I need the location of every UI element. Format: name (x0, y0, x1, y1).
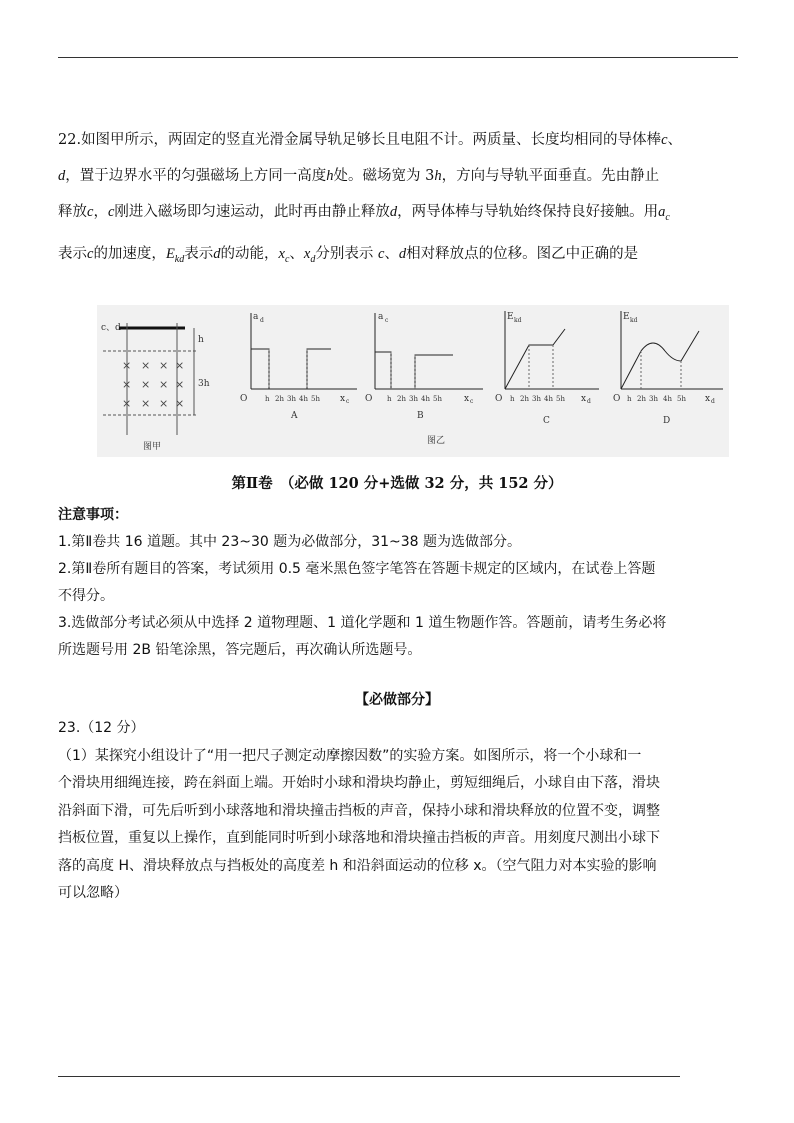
svg-text:A: A (291, 411, 298, 421)
section-title: 第Ⅱ卷 （必做 120 分+选做 32 分，共 152 分） (231, 475, 563, 492)
question-22: 22.如图甲所示，两固定的竖直光滑金属导轨足够长且电阻不计。两质量、长度均相同的导体棒c、 d，置于边界水平的匀强磁场上方同一高度h处。磁场宽为 3h，方向与导轨平面垂直。先由静止 释放c，c刚进入磁场即匀速运动，此时再由静止释放d，两导体棒与导轨始终保持良好接触。用$a_c$ 表示c的加速度，$E_{kd}$表示d的动能，$x_c$、$x_d$分别表示 c、d相对释放点的位移。图乙中正确的是 (58, 132, 682, 265)
q23-head: 23.（12 分） (58, 720, 145, 736)
svg-text:d: d (711, 398, 715, 405)
svg-text:×: × (122, 378, 132, 391)
caption-yi: 图乙 (427, 436, 446, 446)
svg-text:×: × (175, 359, 185, 372)
svg-text:2h: 2h (520, 395, 529, 403)
svg-text:c: c (346, 398, 350, 405)
svg-text:c: c (470, 398, 474, 405)
graph-a (240, 312, 357, 421)
svg-text:3h: 3h (409, 395, 418, 403)
magnetic-field (122, 359, 184, 410)
svg-text:×: × (159, 378, 169, 391)
svg-text:2h: 2h (397, 395, 406, 403)
svg-text:O: O (365, 394, 373, 404)
bottom-rule (58, 1076, 680, 1077)
q23-line: 沿斜面下滑，可先后听到小球落地和滑块撞击挡板的声音，保持小球和滑块释放的位置不变，调整 (58, 802, 660, 819)
rod-label: c、d (101, 323, 121, 333)
graph-d (613, 311, 723, 426)
svg-text:h: h (387, 395, 392, 403)
required-title: 【必做部分】 (355, 692, 439, 708)
svg-text:a: a (253, 312, 259, 322)
q23-line: 可以忽略） (58, 885, 128, 901)
svg-text:2h: 2h (637, 395, 646, 403)
notes (58, 502, 748, 664)
q23-line: 落的高度 H、滑块释放点与挡板处的高度差 h 和沿斜面运动的位移 x。（空气阻力对本实验的影响 (58, 857, 657, 874)
svg-text:kd: kd (630, 317, 638, 324)
caption-jia: 图甲 (143, 442, 162, 452)
svg-text:x: x (705, 394, 711, 404)
graph-c (495, 311, 599, 426)
svg-text:×: × (159, 359, 169, 372)
top-rule (58, 57, 738, 58)
svg-text:C: C (543, 416, 550, 426)
svg-text:4h: 4h (663, 395, 672, 403)
svg-text:×: × (122, 359, 132, 372)
svg-text:x: x (340, 394, 346, 404)
svg-text:d: d (260, 317, 264, 324)
figure-22 (97, 305, 729, 457)
notes-item: 2.第Ⅱ卷所有题目的答案，考试须用 0.5 毫米黑色签字笔答在答题卡规定的区域内，在试卷上答题 (58, 561, 656, 577)
svg-text:3h: 3h (532, 395, 541, 403)
svg-text:4h: 4h (544, 395, 553, 403)
q22-number: 22. (58, 132, 82, 148)
notes-item: 所选题号用 2B 铅笔涂黑，答完题后，再次确认所选题号。 (58, 642, 422, 658)
notes-item: 1.第Ⅱ卷共 16 道题。其中 23~30 题为必做部分，31~38 题为选做部分。 (58, 534, 522, 550)
svg-text:×: × (141, 397, 151, 410)
notes-heading: 注意事项： (58, 507, 128, 523)
svg-text:5h: 5h (311, 395, 320, 403)
graph-b (365, 312, 483, 421)
svg-text:×: × (159, 397, 169, 410)
svg-text:h: h (627, 395, 632, 403)
svg-text:×: × (141, 359, 151, 372)
svg-text:5h: 5h (556, 395, 565, 403)
svg-text:E: E (507, 312, 514, 322)
q23-line: （1）某探究小组设计了“用一把尺子测定动摩擦因数”的实验方案。如图所示，将一个小球和一 (58, 747, 642, 764)
svg-text:E: E (623, 312, 630, 322)
svg-text:B: B (417, 411, 424, 421)
svg-text:2h: 2h (275, 395, 284, 403)
svg-text:4h: 4h (299, 395, 308, 403)
svg-text:×: × (175, 378, 185, 391)
svg-text:×: × (122, 397, 132, 410)
svg-text:5h: 5h (433, 395, 442, 403)
svg-text:kd: kd (514, 317, 522, 324)
q23-line: 挡板位置，重复以上操作，直到能同时听到小球落地和滑块撞击挡板的声音。用刻度尺测出小球下 (58, 830, 660, 846)
notes-item: 3.选做部分考试必须从中选择 2 道物理题、1 道化学题和 1 道生物题作答。答题前，请考生务必将 (58, 615, 667, 631)
h-label: h (198, 335, 204, 345)
svg-text:5h: 5h (677, 395, 686, 403)
notes-item: 不得分。 (58, 588, 114, 604)
svg-text:h: h (265, 395, 270, 403)
figure-jia (101, 323, 210, 452)
svg-text:4h: 4h (421, 395, 430, 403)
question-23 (58, 715, 742, 908)
svg-text:O: O (240, 394, 248, 404)
svg-text:3h: 3h (649, 395, 658, 403)
svg-text:h: h (510, 395, 515, 403)
svg-text:O: O (613, 394, 621, 404)
svg-text:a: a (378, 312, 384, 322)
svg-text:c: c (385, 317, 389, 324)
svg-text:×: × (141, 378, 151, 391)
three-h-label: 3h (198, 379, 210, 389)
svg-text:3h: 3h (287, 395, 296, 403)
svg-text:×: × (175, 397, 185, 410)
svg-text:d: d (587, 398, 591, 405)
svg-text:D: D (663, 416, 671, 426)
q23-line: 个滑块用细绳连接，跨在斜面上端。开始时小球和滑块均静止，剪短细绳后，小球自由下落，滑块 (58, 775, 660, 791)
svg-text:x: x (581, 394, 587, 404)
svg-text:O: O (495, 394, 503, 404)
svg-text:x: x (464, 394, 470, 404)
